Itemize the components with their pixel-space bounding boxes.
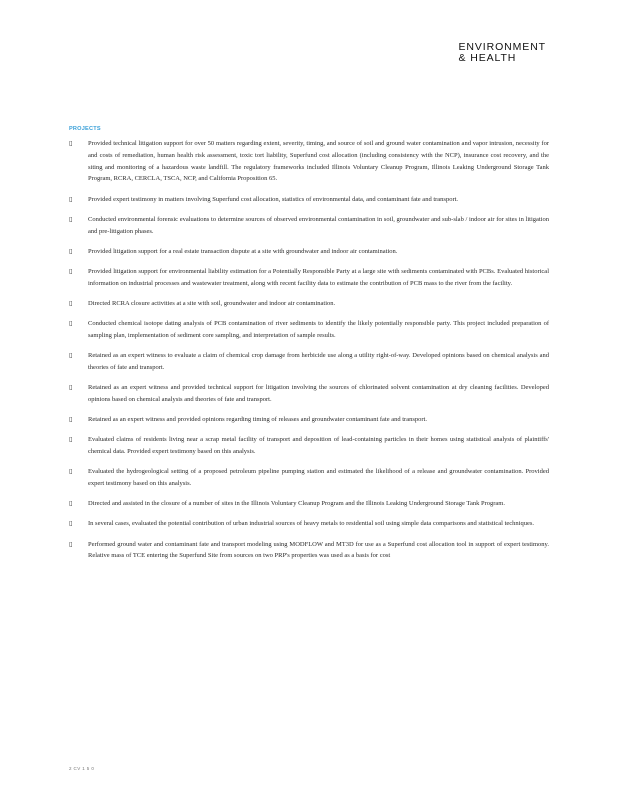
project-item-text: Retained as an expert witness to evaluate a claim of chemical crop damage from herbicide use along a utility right-of-way. Developed opinions based on chemical analysis and theories of fate and transport.: [88, 352, 549, 371]
project-item: [69, 382, 549, 406]
logo-line-2: & HEALTH: [458, 52, 517, 64]
project-item: [69, 214, 549, 238]
project-item: [69, 266, 549, 290]
project-item-text: Retained as an expert witness and provided opinions regarding timing of releases and groundwater contaminant fate and transport.: [88, 416, 427, 424]
project-item-text: Evaluated claims of residents living near a scrap metal facility of transport and deposition of lead-containing particles in their homes using statistical analysis of plaintiffs' chemical data. Provided expert testimony based on this analysis.: [88, 436, 549, 456]
project-item: [69, 498, 549, 510]
bullet-icon: ▯: [69, 539, 73, 548]
bullet-icon: ▯: [69, 499, 73, 508]
project-item: [69, 194, 549, 206]
bullet-icon: ▯: [69, 194, 73, 203]
project-item: [69, 414, 549, 426]
project-item-text: Provided technical litigation support for over 50 matters regarding extent, severity, timing, and source of soil and ground water contamination and vapor intrusion, necessity for and costs of remediation, human health risk assessment, toxic tort liability, Superfund cost allocation (including consistency with the NCP), insurance cost recovery, and the siting and monitoring of a hazardous waste landfill. The regulatory frameworks included Illinois Voluntary Cleanup Program, Illinois Leaking Underground Storage Tank Program, RCRA, CERCLA, TSCA, NCP, and California Proposition 65.: [88, 140, 549, 183]
company-logo-text: [459, 42, 547, 64]
project-item-text: Conducted environmental forensic evaluations to determine sources of observed environmental contamination in soil, groundwater and sub-slab / indoor air for sites in litigation and pre-litigation phases.: [88, 215, 549, 235]
project-item: [69, 246, 549, 258]
bullet-icon: ▯: [69, 319, 73, 328]
project-list: [69, 138, 549, 571]
project-item-text: Performed ground water and contaminant fate and transport modeling using MODFLOW and MT3D for use as a Superfund cost allocation tool in support of expert testimony. Relative mass of TCE entering the Superfund Site from sources on two PRP's properties was used as a basis for cost: [88, 540, 549, 560]
bullet-icon: ▯: [69, 266, 73, 275]
project-item-text: Retained as an expert witness and provided technical support for litigation involving the sources of chlorinated solvent contamination at dry cleaning facilities. Developed opinions based on chemical analysis and theories of fate and transport.: [88, 384, 549, 403]
bullet-icon: ▯: [69, 519, 73, 528]
bullet-icon: ▯: [69, 246, 73, 255]
bullet-icon: ▯: [69, 467, 73, 476]
project-item: [69, 434, 549, 458]
bullet-icon: ▯: [69, 139, 73, 147]
project-item-text: Provided litigation support for a real estate transaction dispute at a site with groundwater and indoor air contamination.: [88, 247, 398, 255]
project-item: [69, 350, 549, 374]
bullet-icon: ▯: [69, 383, 73, 392]
bullet-icon: ▯: [69, 351, 73, 360]
bullet-icon: ▯: [69, 435, 73, 444]
project-item-text: Evaluated the hydrogeological setting of a proposed petroleum pipeline pumping station and estimated the likelihood of a release and groundwater contamination. Provided expert testimony based on this analysis.: [88, 468, 549, 488]
project-item: [69, 539, 549, 563]
bullet-icon: ▯: [69, 214, 73, 223]
project-item-text: Provided expert testimony in matters involving Superfund cost allocation, statistics of environmental data, and contaminant fate and transport.: [88, 195, 459, 203]
section-heading: PROJECTS: [69, 126, 101, 132]
project-item: [69, 138, 549, 185]
project-item-text: In several cases, evaluated the potential contribution of urban industrial sources of heavy metals to residential soil using simple data comparisons and statistical techniques.: [88, 520, 535, 528]
logo-line-1: ENVIRONMENT: [458, 41, 546, 53]
project-item: [69, 518, 549, 530]
project-item: [69, 466, 549, 490]
bullet-icon: ▯: [69, 298, 73, 307]
page-footer: 2 CV 1 5 0: [69, 766, 95, 771]
project-item-text: Directed RCRA closure activities at a site with soil, groundwater and indoor air contamination.: [88, 299, 336, 307]
bullet-icon: ▯: [69, 415, 73, 424]
project-item: [69, 318, 549, 342]
project-item-text: Directed and assisted in the closure of a number of sites in the Illinois Voluntary Cleanup Program and the Illinois Leaking Underground Storage Tank Program.: [88, 500, 505, 508]
project-item-text: Provided litigation support for environmental liability estimation for a Potentially Responsible Party at a large site with sediments contaminated with PCBs. Evaluated historical information on industrial processes and wastewater treatment, along with recent facility data to estimate the contribution of PCB mass to the river from the facility.: [88, 267, 549, 287]
project-item: [69, 298, 549, 310]
project-item-text: Conducted chemical isotope dating analysis of PCB contamination of river sediments to identify the likely potentially responsible party. This project included preparation of sampling plan, implementation of sediment core sampling, and interpretation of sample results.: [88, 320, 549, 339]
